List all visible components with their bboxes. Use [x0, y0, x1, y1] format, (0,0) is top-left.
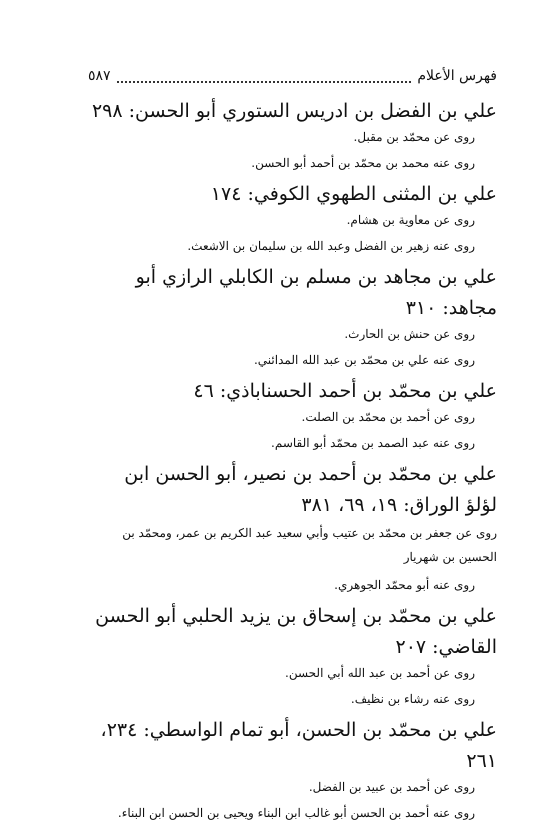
header-leader-dots	[117, 69, 412, 83]
narrated-from-line: روى عن معاوية بن هشام.	[346, 213, 475, 227]
narrated-from-line: روى عن حنش بن الحارث.	[344, 327, 475, 341]
entry-name: علي بن محمّد بن أحمد بن نصير، أبو الحسن ابن لؤلؤ الوراق: ١٩، ٦٩، ٣٨١	[124, 463, 497, 516]
entry-name: علي بن محمّد بن أحمد الحسناباذي: ٤٦	[193, 380, 497, 402]
narrated-from-line: روى عن أحمد بن محمّد بن الصلت.	[301, 410, 475, 424]
index-entry	[88, 179, 497, 256]
narrated-by-line: روى عنه عبد الصمد بن محمّد أبو القاسم.	[271, 436, 475, 450]
narrated-from-line: روى عن جعفر بن محمّد بن عتيب وأبي سعيد عبد الكريم بن عمر، ومحمّد بن الحسين بن شهريار	[122, 526, 497, 564]
entry-name: علي بن الفضل بن ادريس الستوري أبو الحسن: ٢٩٨	[91, 100, 497, 122]
index-entry	[88, 459, 497, 595]
entry-name: علي بن مجاهد بن مسلم بن الكابلي الرازي أبو مجاهد: ٣١٠	[135, 266, 497, 319]
narrated-by-line: روى عنه أبو محمّد الجوهري.	[334, 578, 475, 592]
header-title: فهرس الأعلام	[417, 68, 497, 84]
index-entry	[88, 96, 497, 173]
entry-name: علي بن محمّد بن إسحاق بن يزيد الحلبي أبو الحسن القاضي: ٢٠٧	[95, 605, 497, 658]
index-entry	[88, 601, 497, 709]
index-content	[88, 96, 497, 829]
narrated-from-line: روى عن أحمد بن عبد الله أبي الحسن.	[285, 666, 475, 680]
narrated-by-line: روى عنه أحمد بن الحسن أبو غالب ابن البناء ويحيى بن الحسن ابن البناء.	[117, 806, 475, 820]
narrated-by-line: روى عنه محمد بن محمّد بن أحمد أبو الحسن.	[251, 156, 475, 170]
entry-name: علي بن المثنى الطهوي الكوفي: ١٧٤	[210, 183, 497, 205]
narrated-by-line: روى عنه رشاء بن نظيف.	[350, 692, 475, 706]
index-entry	[88, 262, 497, 370]
index-entry	[88, 715, 497, 823]
narrated-from-line: روى عن أحمد بن عبيد بن الفضل.	[308, 780, 475, 794]
index-entry	[88, 376, 497, 453]
page-number: ٥٨٧	[88, 68, 111, 84]
narrated-by-line: روى عنه علي بن محمّد بن عبد الله المدائني.	[253, 353, 475, 367]
narrated-by-line: روى عنه زهير بن الفضل وعبد الله بن سليمان بن الاشعث.	[187, 239, 475, 253]
entry-name: علي بن محمّد بن الحسن، أبو تمام الواسطي: ٢٣٤، ٢٦١	[100, 719, 497, 772]
running-header	[88, 64, 497, 88]
narrated-from-line: روى عن محمّد بن مقبل.	[353, 130, 475, 144]
